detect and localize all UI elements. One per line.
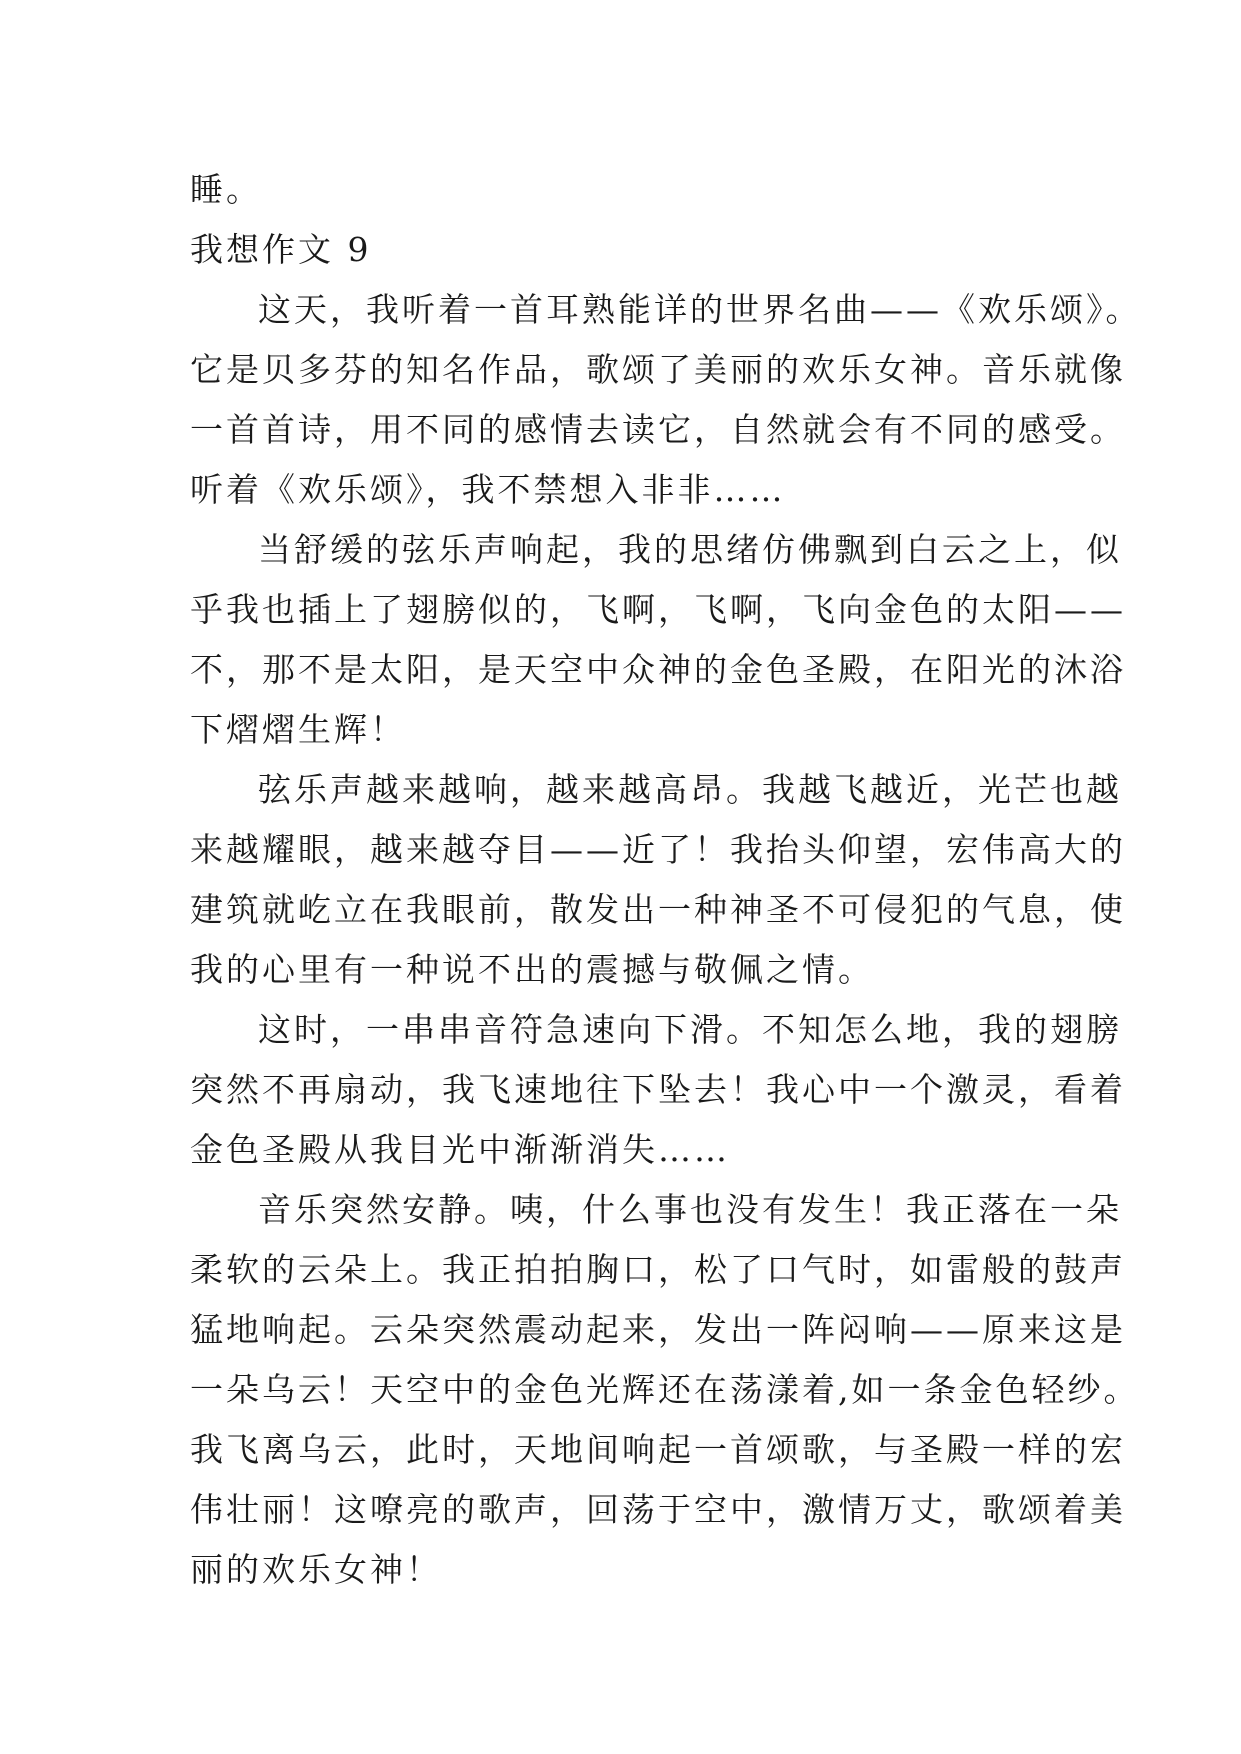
text-line: 睡。	[190, 170, 262, 209]
paragraph-1-line: 一首首诗，用不同的感情去读它，自然就会有不同的感受。	[190, 410, 1126, 449]
paragraph-2-line: 不，那不是太阳，是天空中众神的金色圣殿，在阳光的沐浴	[190, 650, 1126, 689]
paragraph-2-line: 乎我也插上了翅膀似的，飞啊，飞啊，飞向金色的太阳——	[190, 590, 1126, 629]
paragraph-5-line: 伟壮丽！这嘹亮的歌声，回荡于空中，激情万丈，歌颂着美	[190, 1490, 1126, 1529]
paragraph-3-line: 建筑就屹立在我眼前，散发出一种神圣不可侵犯的气息，使	[190, 890, 1126, 929]
paragraph-3-line: 来越耀眼，越来越夺目——近了！我抬头仰望，宏伟高大的	[190, 830, 1126, 869]
paragraph-5-line: 丽的欢乐女神！	[190, 1550, 442, 1589]
paragraph-4-line: 这时，一串串音符急速向下滑。不知怎么地，我的翅膀	[258, 1010, 1122, 1049]
paragraph-2-line: 当舒缓的弦乐声响起，我的思绪仿佛飘到白云之上，似	[258, 530, 1122, 569]
paragraph-1-line: 听着《欢乐颂》，我不禁想入非非……	[190, 470, 786, 509]
paragraph-2-line: 下熠熠生辉！	[190, 710, 406, 749]
paragraph-4-line: 突然不再扇动，我飞速地往下坠去！我心中一个激灵，看着	[190, 1070, 1126, 1109]
paragraph-1-line: 这天，我听着一首耳熟能详的世界名曲——《欢乐颂》。	[258, 290, 1142, 329]
essay-title: 我想作文 9	[190, 230, 372, 269]
paragraph-5-line: 一朵乌云！天空中的金色光辉还在荡漾着,如一条金色轻纱。	[190, 1370, 1140, 1409]
document-page	[190, 160, 1142, 1600]
paragraph-3-line: 我的心里有一种说不出的震撼与敬佩之情。	[190, 950, 874, 989]
paragraph-3-line: 弦乐声越来越响，越来越高昂。我越飞越近，光芒也越	[258, 770, 1122, 809]
paragraph-4-line: 金色圣殿从我目光中渐渐消失……	[190, 1130, 730, 1169]
paragraph-5-line: 猛地响起。云朵突然震动起来，发出一阵闷响——原来这是	[190, 1310, 1126, 1349]
paragraph-1-line: 它是贝多芬的知名作品，歌颂了美丽的欢乐女神。音乐就像	[190, 350, 1126, 389]
paragraph-5-line: 我飞离乌云，此时，天地间响起一首颂歌，与圣殿一样的宏	[190, 1430, 1126, 1469]
paragraph-5-line: 柔软的云朵上。我正拍拍胸口，松了口气时，如雷般的鼓声	[190, 1250, 1126, 1289]
paragraph-5-line: 音乐突然安静。咦，什么事也没有发生！我正落在一朵	[258, 1190, 1122, 1229]
